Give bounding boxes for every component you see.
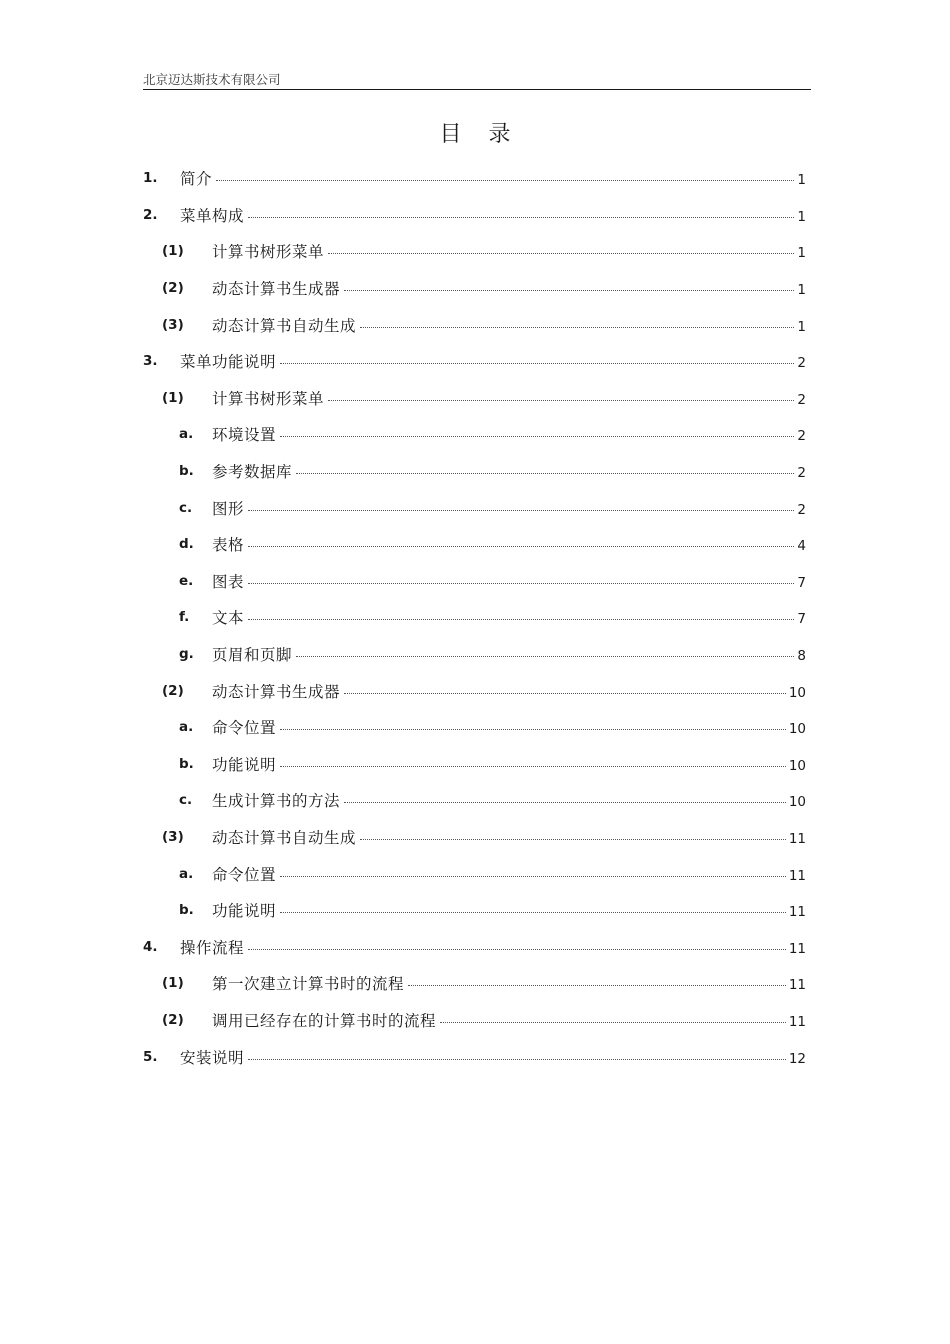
toc-title: 目 录 [439, 122, 521, 147]
toc-entry-page: 10 [788, 757, 806, 774]
toc-entry[interactable] [143, 233, 806, 270]
toc-entry-page: 11 [788, 867, 806, 884]
toc-dot-leader [360, 839, 786, 840]
toc-dot-leader [360, 327, 794, 328]
toc-entry-text: 动态计算书生成器 [212, 682, 341, 701]
toc-entry-number: b. [179, 755, 194, 772]
toc-entry-text: 文本 [212, 609, 245, 628]
toc-entry-page: 2 [797, 355, 806, 372]
toc-entry-page: 1 [797, 318, 806, 335]
toc-dot-leader [248, 510, 794, 511]
toc-entry-body [212, 314, 806, 336]
toc-entry-page: 1 [797, 282, 806, 299]
toc-dot-leader [280, 876, 786, 877]
toc-entry-number: c. [179, 499, 193, 516]
toc-entry[interactable] [143, 636, 806, 673]
toc-entry-text: 安装说明 [180, 1048, 245, 1067]
toc-entry-text: 调用已经存在的计算书时的流程 [212, 1011, 437, 1030]
toc-entry-number: b. [179, 463, 194, 480]
toc-entry-page: 8 [797, 648, 806, 665]
toc-entry-page: 7 [797, 611, 806, 628]
toc-entry-number: 3. [143, 353, 158, 370]
toc-entry-number: 1. [143, 170, 158, 187]
toc-dot-leader [248, 583, 794, 584]
toc-dot-leader [344, 802, 786, 803]
toc-entry-text: 命令位置 [212, 719, 277, 738]
toc-entry-text: 环境设置 [212, 426, 277, 445]
toc-entry[interactable] [143, 453, 806, 490]
toc-entry-body [180, 167, 806, 189]
toc-entry-number: (2) [162, 1011, 184, 1028]
toc-entry[interactable] [143, 819, 806, 856]
toc-entry-body [212, 533, 806, 555]
toc-entry-body [212, 570, 806, 592]
toc-entry-page: 10 [788, 794, 806, 811]
toc-entry-text: 计算书树形菜单 [212, 389, 325, 408]
toc-entry-body [180, 350, 806, 372]
toc-entry-body [212, 899, 806, 921]
toc-entry[interactable] [143, 489, 806, 526]
toc-entry-body [212, 277, 806, 299]
toc-entry-text: 计算书树形菜单 [212, 243, 325, 262]
toc-entry-body [212, 789, 806, 811]
toc-entry[interactable] [143, 782, 806, 819]
toc-entry-number: f. [179, 609, 190, 626]
toc-dot-leader [344, 290, 794, 291]
toc-entry-text: 命令位置 [212, 865, 277, 884]
toc-entry-page: 4 [797, 538, 806, 555]
toc-entry-number: 5. [143, 1048, 158, 1065]
toc-entry-body [212, 387, 806, 409]
toc-entry[interactable] [143, 526, 806, 563]
toc-entry[interactable] [143, 965, 806, 1002]
toc-entry-body [212, 460, 806, 482]
toc-entry-text: 动态计算书自动生成 [212, 828, 357, 847]
toc-entry[interactable] [143, 416, 806, 453]
toc-entry-page: 2 [797, 501, 806, 518]
toc-entry-number: c. [179, 792, 193, 809]
toc-entry[interactable] [143, 599, 806, 636]
toc-entry-body [180, 936, 806, 958]
toc-dot-leader [296, 473, 794, 474]
toc-entry-page: 10 [788, 684, 806, 701]
toc-entry-page: 12 [788, 1050, 806, 1067]
company-name: 北京迈达斯技术有限公司 [143, 72, 281, 87]
toc-entry-number: (2) [162, 280, 184, 297]
toc-entry-page: 7 [797, 574, 806, 591]
toc-entry-number: e. [179, 572, 194, 589]
toc-entry-body [212, 423, 806, 445]
toc-entry-number: (3) [162, 316, 184, 333]
toc-entry[interactable] [143, 197, 806, 234]
toc-entry[interactable] [143, 928, 806, 965]
toc-dot-leader [296, 656, 794, 657]
toc-entry-page: 11 [788, 977, 806, 994]
toc-entry-text: 功能说明 [212, 755, 277, 774]
toc-entry-page: 11 [788, 940, 806, 957]
toc-entry-page: 2 [797, 428, 806, 445]
toc-dot-leader [344, 693, 786, 694]
toc-entry[interactable] [143, 892, 806, 929]
toc-entry-body [212, 680, 806, 702]
toc-entry-number: g. [179, 646, 194, 663]
toc-entry-text: 菜单功能说明 [180, 353, 277, 372]
toc-dot-leader [408, 985, 786, 986]
toc-entry-body [212, 863, 806, 885]
toc-entry[interactable] [143, 746, 806, 783]
toc-dot-leader [280, 729, 786, 730]
page-header [143, 72, 811, 90]
toc-entry-page: 11 [788, 904, 806, 921]
toc-entry[interactable] [143, 855, 806, 892]
table-of-contents [143, 160, 806, 1075]
toc-dot-leader [280, 363, 794, 364]
toc-entry-text: 菜单构成 [180, 206, 245, 225]
toc-entry-number: (2) [162, 682, 184, 699]
toc-dot-leader [280, 436, 794, 437]
toc-entry[interactable] [143, 270, 806, 307]
toc-entry-text: 简介 [180, 170, 213, 189]
toc-entry-number: 4. [143, 938, 158, 955]
toc-entry-number: d. [179, 536, 194, 553]
toc-entry-page: 10 [788, 721, 806, 738]
toc-entry[interactable] [143, 306, 806, 343]
toc-entry-text: 页眉和页脚 [212, 646, 293, 665]
toc-dot-leader [248, 546, 794, 547]
toc-entry-body [212, 826, 806, 848]
toc-entry-page: 2 [797, 391, 806, 408]
toc-dot-leader [280, 912, 786, 913]
toc-dot-leader [440, 1022, 786, 1023]
toc-entry-number: a. [179, 426, 194, 443]
toc-entry-text: 生成计算书的方法 [212, 792, 341, 811]
toc-entry-text: 操作流程 [180, 938, 245, 957]
toc-entry-body [180, 1046, 806, 1068]
toc-entry[interactable] [143, 380, 806, 417]
toc-entry[interactable] [143, 563, 806, 600]
toc-entry-number: a. [179, 865, 194, 882]
toc-entry-body [212, 1009, 806, 1031]
toc-dot-leader [280, 766, 786, 767]
toc-entry-body [212, 240, 806, 262]
toc-entry-body [212, 716, 806, 738]
toc-entry[interactable] [143, 160, 806, 197]
toc-entry[interactable] [143, 1002, 806, 1039]
toc-entry-text: 表格 [212, 536, 245, 555]
toc-entry[interactable] [143, 343, 806, 380]
toc-entry-body [180, 204, 806, 226]
toc-entry-page: 2 [797, 465, 806, 482]
toc-entry-number: a. [179, 719, 194, 736]
toc-entry-page: 11 [788, 1013, 806, 1030]
toc-entry-text: 动态计算书自动生成 [212, 316, 357, 335]
toc-entry-number: (3) [162, 828, 184, 845]
toc-dot-leader [328, 400, 794, 401]
toc-entry-text: 动态计算书生成器 [212, 280, 341, 299]
toc-entry-number: (1) [162, 243, 184, 260]
toc-entry-number: 2. [143, 206, 158, 223]
toc-entry-number: (1) [162, 975, 184, 992]
toc-entry-body [212, 606, 806, 628]
toc-entry-body [212, 643, 806, 665]
toc-dot-leader [248, 619, 794, 620]
toc-entry-body [212, 972, 806, 994]
toc-dot-leader [248, 217, 794, 218]
toc-entry-number: b. [179, 902, 194, 919]
toc-entry-page: 1 [797, 172, 806, 189]
toc-entry-text: 图形 [212, 499, 245, 518]
toc-entry-body [212, 753, 806, 775]
toc-entry[interactable] [143, 672, 806, 709]
toc-entry-body [212, 497, 806, 519]
toc-entry-text: 第一次建立计算书时的流程 [212, 975, 405, 994]
toc-dot-leader [248, 1059, 786, 1060]
toc-entry[interactable] [143, 1038, 806, 1075]
toc-entry-page: 1 [797, 208, 806, 225]
toc-dot-leader [328, 253, 794, 254]
toc-entry-text: 图表 [212, 572, 245, 591]
toc-dot-leader [216, 180, 794, 181]
toc-entry-text: 参考数据库 [212, 463, 293, 482]
toc-entry-number: (1) [162, 389, 184, 406]
toc-entry[interactable] [143, 709, 806, 746]
toc-entry-page: 1 [797, 245, 806, 262]
toc-entry-page: 11 [788, 830, 806, 847]
toc-dot-leader [248, 949, 786, 950]
toc-entry-text: 功能说明 [212, 902, 277, 921]
